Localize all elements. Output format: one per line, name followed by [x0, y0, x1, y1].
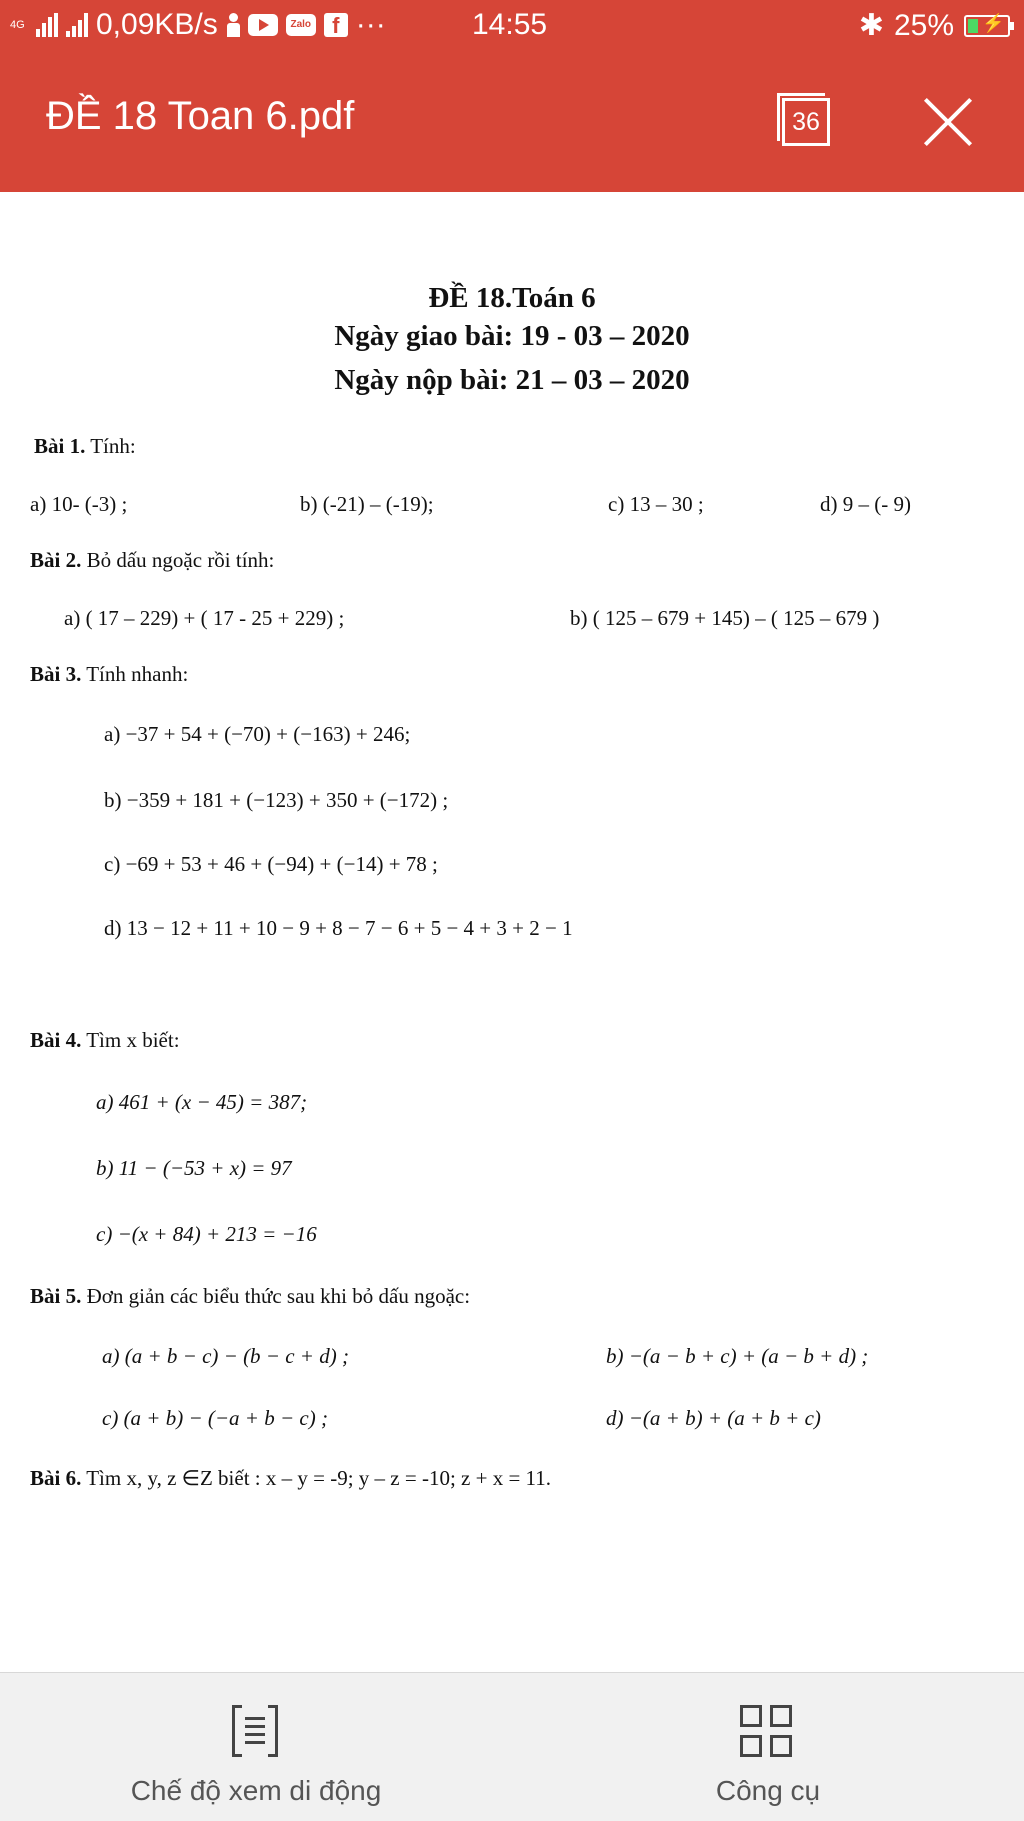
doc-heading: ĐỀ 18.Toán 6	[428, 282, 596, 314]
bluetooth-icon: ✱	[858, 9, 884, 42]
bai1-item: a) 10- (-3) ;	[30, 492, 128, 516]
tools-button[interactable]	[512, 1673, 1024, 1821]
bai1-item: b) (-21) – (-19);	[300, 492, 434, 516]
bai2-item: b) ( 125 – 679 + 145) – ( 125 – 679 )	[570, 606, 880, 630]
bai4-heading	[30, 1028, 180, 1053]
bai4-label: Bài 4.	[30, 1028, 82, 1052]
battery-fill	[968, 19, 978, 33]
bai5-item: d) −(a + b) + (a + b + c)	[606, 1406, 821, 1430]
signal-icon-2	[66, 13, 88, 37]
bai5-label: Bài 5.	[30, 1284, 82, 1308]
bai1-text: Tính:	[90, 434, 136, 458]
submit-label: Ngày nộp bài:	[334, 364, 509, 396]
more-notifications: ···	[355, 8, 386, 41]
bai6-heading	[30, 1466, 551, 1491]
bai3-item: a) −37 + 54 + (−70) + (−163) + 246;	[104, 722, 411, 746]
bai1-item: c) 13 – 30 ;	[608, 492, 704, 516]
close-icon[interactable]	[920, 94, 976, 150]
mobile-view-icon	[232, 1705, 278, 1757]
network-type: 4G	[10, 18, 25, 31]
app-title-bar	[0, 52, 1024, 192]
grid-icon	[740, 1705, 794, 1759]
bai3-text: Tính nhanh:	[86, 662, 189, 686]
bai1-heading	[34, 434, 136, 459]
bai5-item: a) (a + b − c) − (b − c + d) ;	[102, 1344, 349, 1368]
assign-label: Ngày giao bài:	[334, 320, 514, 352]
signal-icon	[36, 13, 58, 37]
charging-icon: ⚡	[982, 12, 1005, 33]
bai2-heading	[30, 548, 274, 573]
clock: 14:55	[472, 8, 548, 41]
youtube-icon	[248, 14, 278, 36]
bai5-item: c) (a + b) − (−a + b − c) ;	[102, 1406, 328, 1430]
network-speed: 0,09KB/s	[96, 8, 218, 41]
bai3-label: Bài 3.	[30, 662, 82, 686]
person-icon	[226, 13, 240, 37]
bai3-heading	[30, 662, 188, 687]
submit-date-line	[0, 364, 1024, 397]
bai3-item: d) 13 − 12 + 11 + 10 − 9 + 8 − 7 − 6 + 5 − 4 + 3 + 2 − 1	[104, 916, 573, 940]
bai5-text: Đơn giản các biểu thức sau khi bỏ dấu ngoặc:	[86, 1284, 471, 1308]
status-right	[859, 8, 1010, 43]
bai1-item: d) 9 – (- 9)	[820, 492, 911, 516]
bai4-text: Tìm x biết:	[86, 1028, 180, 1052]
status-left	[10, 8, 386, 42]
battery-percent: 25%	[893, 8, 954, 42]
bai4-item: b) 11 − (−53 + x) = 97	[96, 1156, 292, 1180]
mobile-view-button[interactable]	[0, 1673, 512, 1821]
bai1-label: Bài 1.	[34, 434, 86, 458]
bai6-label: Bài 6.	[30, 1466, 82, 1490]
facebook-icon: f	[324, 13, 348, 37]
tools-label: Công cụ	[715, 1775, 821, 1806]
battery-icon	[964, 12, 1010, 37]
assign-date-line	[0, 320, 1024, 353]
bai3-item: b) −359 + 181 + (−123) + 350 + (−172) ;	[104, 788, 449, 812]
pdf-page[interactable]	[0, 192, 1024, 1672]
submit-date: 21 – 03 – 2020	[515, 364, 690, 396]
document-title: ĐỀ 18 Toan 6.pdf	[46, 94, 355, 138]
zalo-icon: Zalo	[286, 14, 316, 36]
bai3-item: c) −69 + 53 + 46 + (−94) + (−14) + 78 ;	[104, 852, 438, 876]
page-count-button[interactable]: 36	[782, 98, 830, 146]
bai4-item: a) 461 + (x − 45) = 387;	[96, 1090, 308, 1114]
bai5-heading	[30, 1284, 470, 1309]
bai2-label: Bài 2.	[30, 548, 82, 572]
bai4-item: c) −(x + 84) + 213 = −16	[96, 1222, 317, 1246]
bottom-toolbar	[0, 1672, 1024, 1821]
status-bar	[0, 0, 1024, 52]
bai5-item: b) −(a − b + c) + (a − b + d) ;	[606, 1344, 869, 1368]
mobile-view-label: Chế độ xem di động	[130, 1775, 382, 1806]
bai2-text: Bỏ dấu ngoặc rồi tính:	[86, 548, 275, 572]
bai2-item: a) ( 17 – 229) + ( 17 - 25 + 229) ;	[64, 606, 345, 630]
bai6-text: Tìm x, y, z ∈Z biết : x – y = -9; y – z = -10; z + x = 11.	[86, 1466, 552, 1490]
assign-date: 19 - 03 – 2020	[520, 320, 690, 352]
